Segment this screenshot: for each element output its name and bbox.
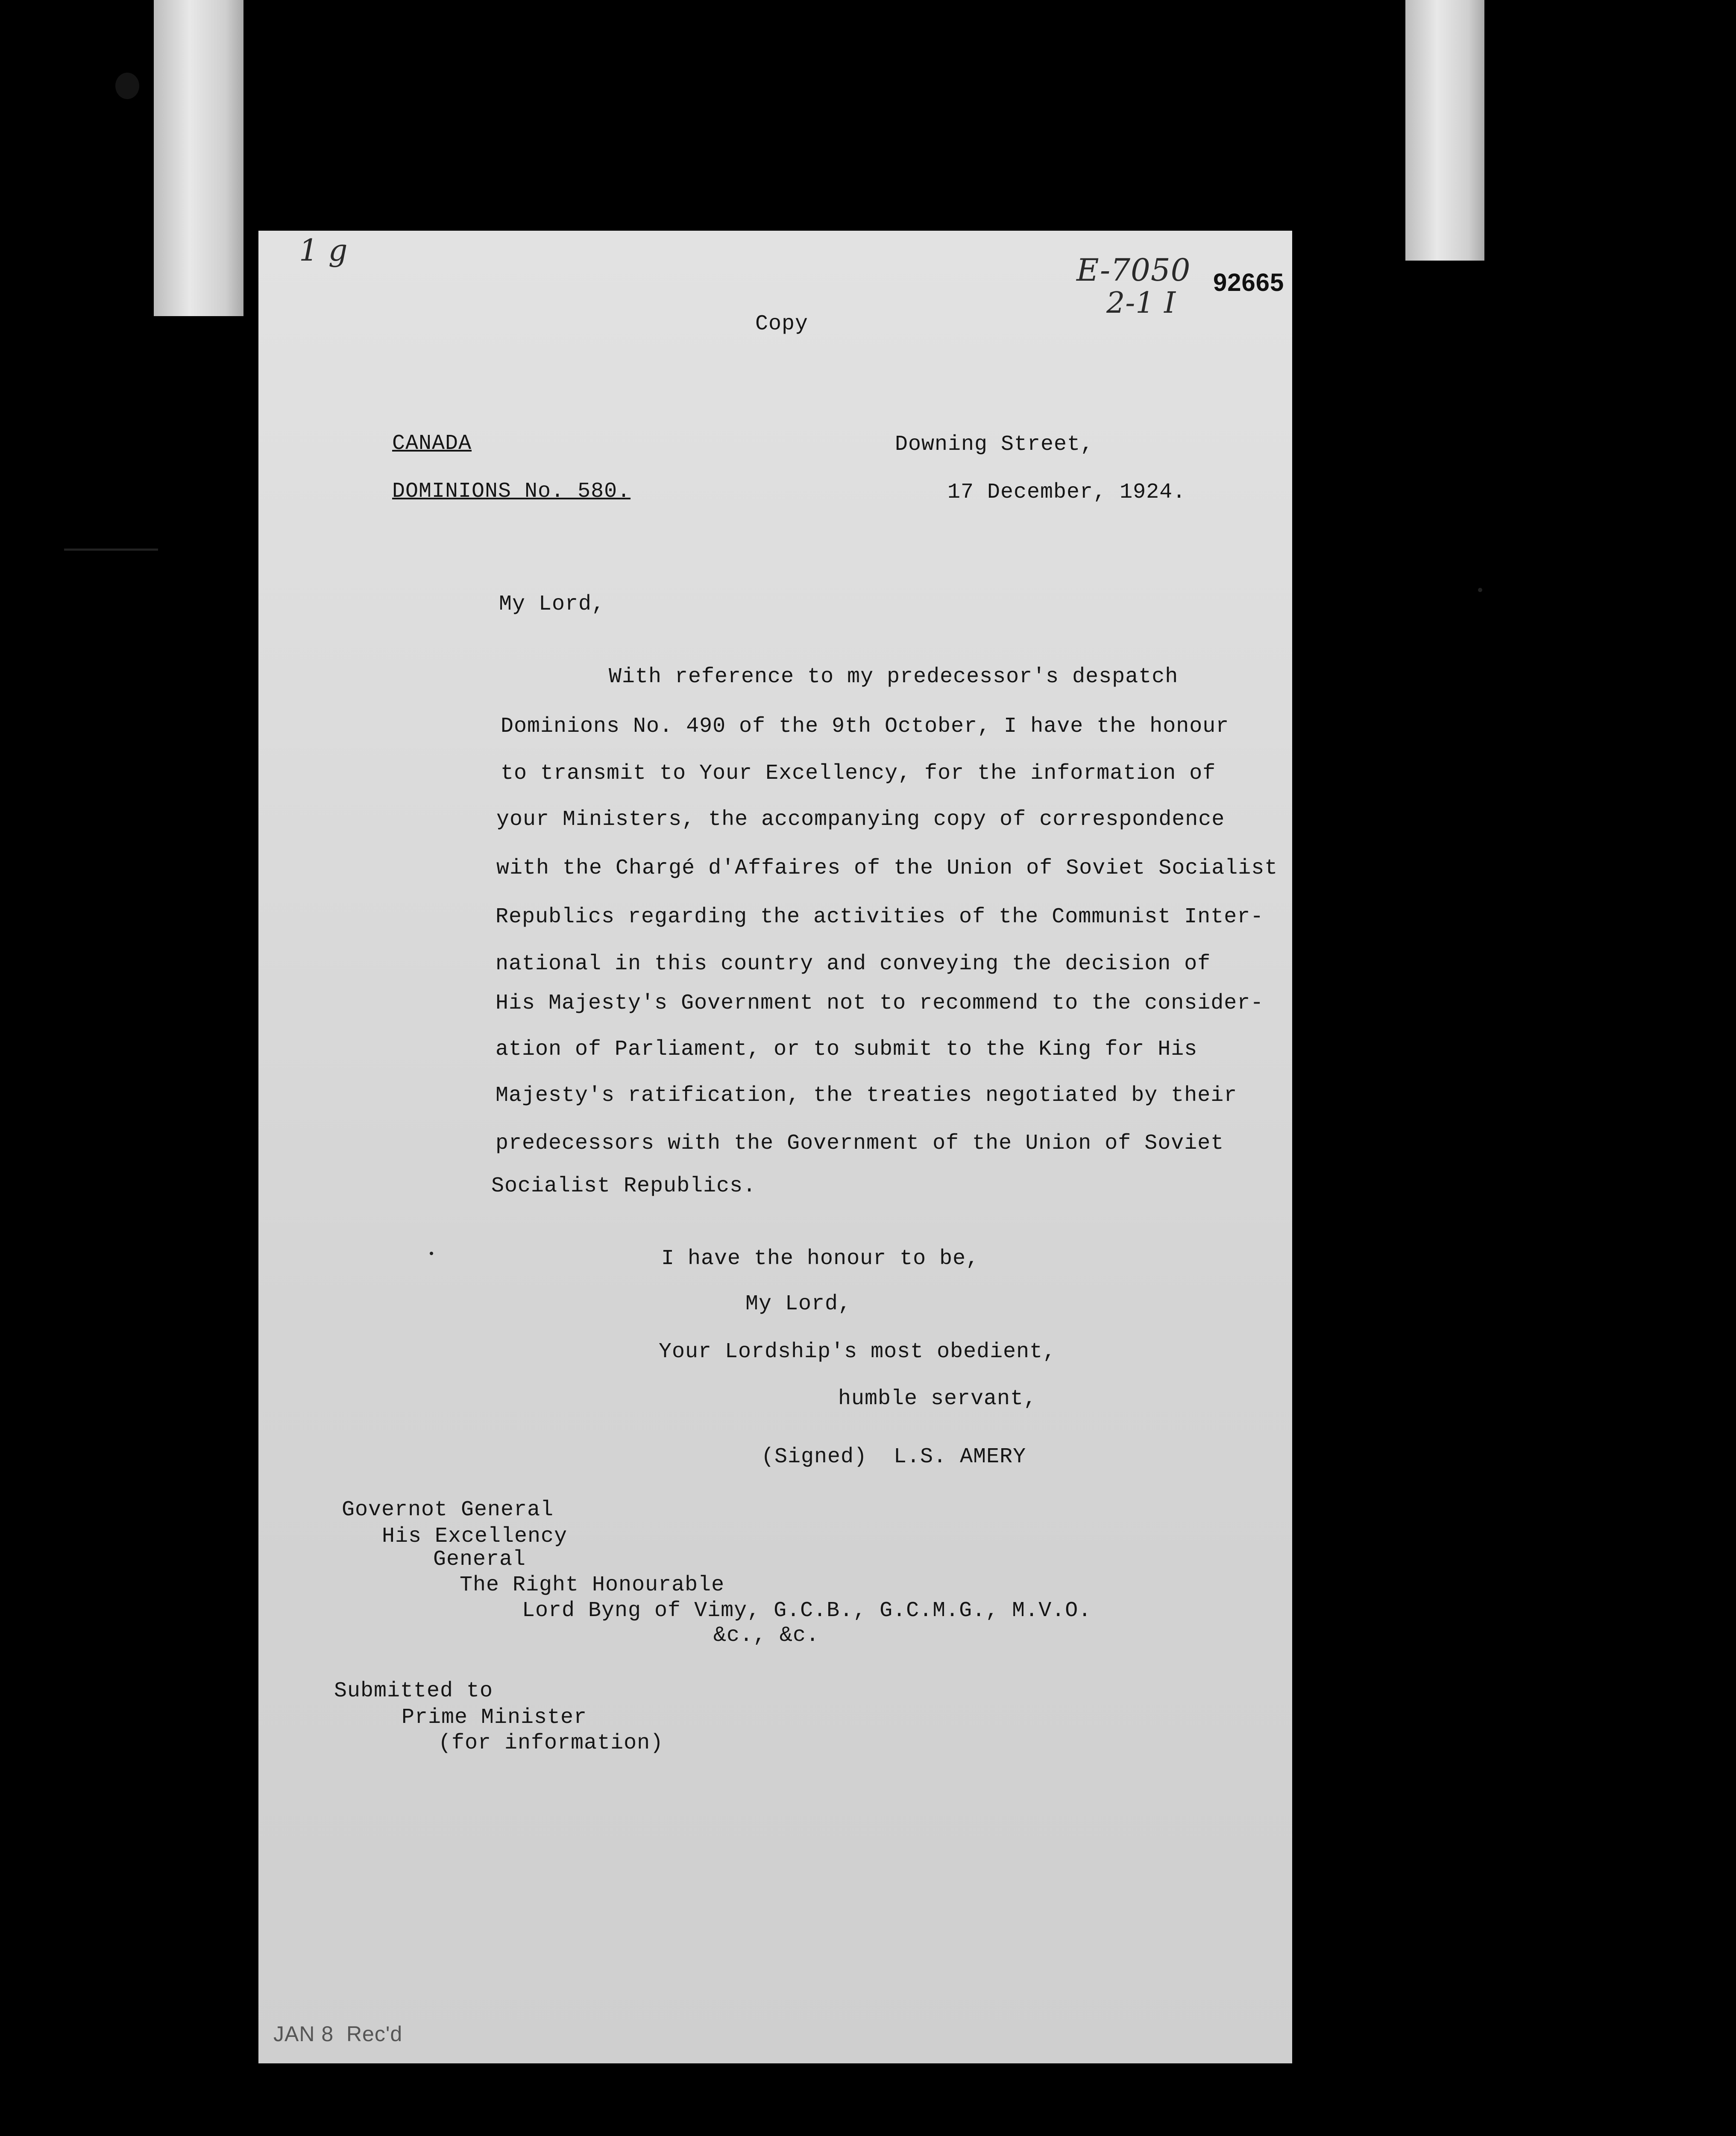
corner-handwritten-mark: 1 g [299, 233, 348, 268]
submitted-line: Prime Minister [402, 1705, 587, 1730]
margin-mark [64, 549, 158, 551]
addressee-line: Governot General [342, 1498, 554, 1522]
tape-strip-top-left [154, 0, 243, 316]
copy-heading: Copy [755, 312, 809, 336]
sender-address: Downing Street, [895, 432, 1094, 457]
body-line: Majesty's ratification, the treaties negotiated by their [496, 1083, 1237, 1108]
closing-line: My Lord, [745, 1292, 852, 1316]
body-line: His Majesty's Government not to recommend to the consider- [496, 991, 1264, 1015]
despatch-number: DOMINIONS No. 580. [392, 479, 631, 504]
letter-date: 17 December, 1924. [947, 480, 1186, 505]
closing-line: humble servant, [838, 1387, 1037, 1411]
closing-line: I have the honour to be, [661, 1247, 979, 1271]
body-line: to transmit to Your Excellency, for the information of [501, 761, 1216, 786]
tape-strip-top-right [1405, 0, 1484, 261]
body-line: Dominions No. 490 of the 9th October, I have the honour [501, 714, 1229, 739]
addressee-line: &c., &c. [713, 1623, 820, 1648]
body-line: ation of Parliament, or to submit to the King for His [496, 1037, 1198, 1062]
body-line: With reference to my predecessor's despatch [609, 665, 1179, 689]
country-header: CANADA [392, 431, 472, 456]
submitted-line: (for information) [438, 1731, 664, 1755]
speck [430, 1252, 433, 1255]
body-line: your Ministers, the accompanying copy of correspondence [496, 807, 1225, 832]
closing-line: Your Lordship's most obedient, [659, 1340, 1056, 1364]
body-line: Socialist Republics. [491, 1174, 757, 1198]
received-stamp: JAN 8 Rec'd [273, 2022, 403, 2046]
body-line: Republics regarding the activities of the Communist Inter- [496, 905, 1264, 929]
addressee-line: General [433, 1547, 526, 1572]
body-line: national in this country and conveying the decision of [496, 952, 1211, 976]
punch-hole [115, 73, 139, 99]
handwritten-reference-2: 2-1 I [1106, 286, 1176, 320]
document-number-stamp: 92665 [1213, 269, 1284, 296]
speck [1478, 588, 1482, 592]
body-line: with the Chargé d'Affaires of the Union of Soviet Socialist [496, 856, 1278, 880]
addressee-line: Lord Byng of Vimy, G.C.B., G.C.M.G., M.V.O. [522, 1599, 1092, 1623]
addressee-line: His Excellency [382, 1524, 568, 1549]
salutation: My Lord, [499, 592, 605, 616]
signature: (Signed) L.S. AMERY [761, 1445, 1026, 1469]
addressee-line: The Right Honourable [460, 1573, 725, 1597]
body-line: predecessors with the Government of the Union of Soviet [496, 1131, 1224, 1156]
handwritten-reference: E-7050 [1076, 252, 1191, 288]
submitted-line: Submitted to [334, 1679, 493, 1703]
